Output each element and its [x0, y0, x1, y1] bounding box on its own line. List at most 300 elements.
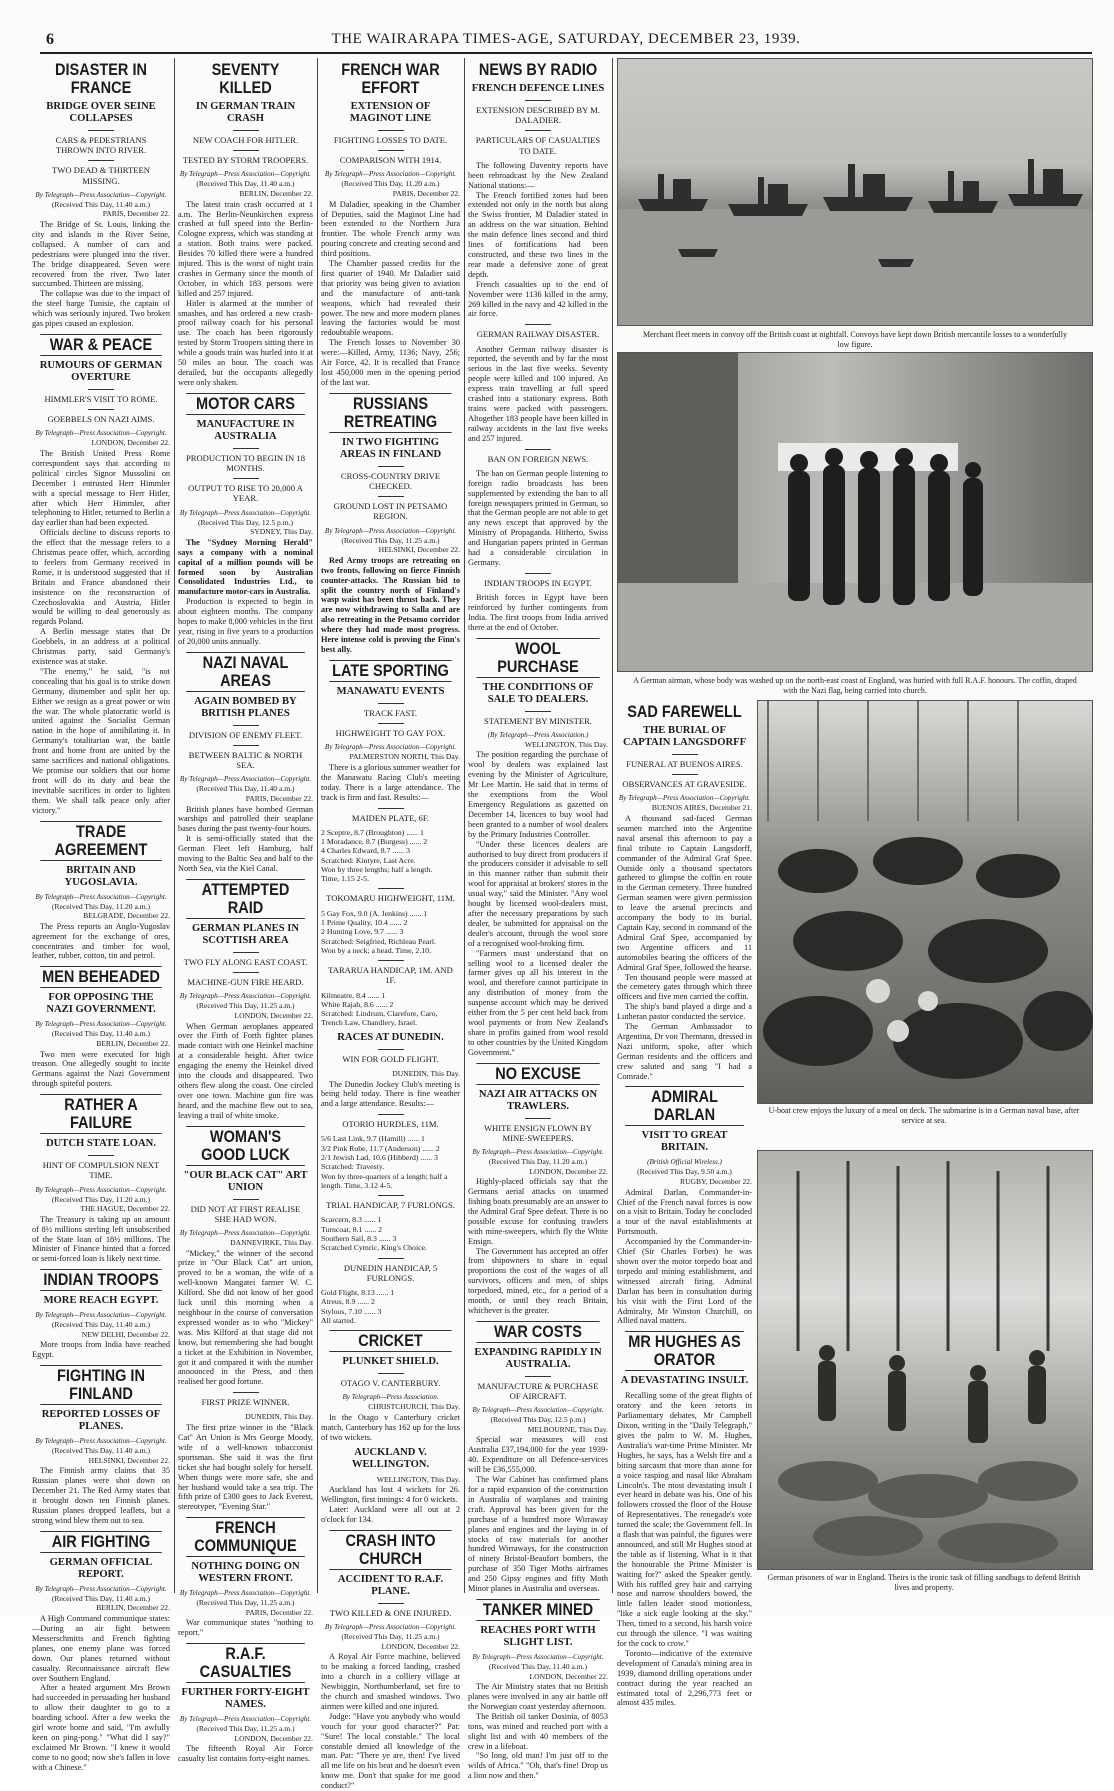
column-1: [32, 58, 170, 1772]
deck: TWO FLY ALONG EAST COAST.: [182, 952, 309, 967]
body-text: Production is expected to begin in about eighteen months. The company hopes to make 8,000 vehicles in the first year, rising in five years to a production of 20,000 units annually.: [178, 597, 313, 646]
body-text: The fifteenth Royal Air Force casualty list contains forty-eight names.: [178, 1744, 313, 1764]
received-line: (Received This Day, 11.25 a.m.): [341, 535, 440, 545]
subheading: FURTHER FORTY-EIGHT NAMES.: [181, 1687, 310, 1711]
column-rule: [317, 58, 318, 1593]
deck: TESTED BY STORM TROOPERS.: [182, 150, 309, 165]
body-text: When German aeroplanes appeared over the Firth of Forth fighter planes made contact with one Heinkel machine at a considerable height. After twice engaging the enemy the Heinkel dived into the clouds and disappeared. Two others flew along the coast. One circled over one town. Machine gun fire was heard, and the machine flew out to sea, leaving a trail of white smoke.: [178, 1021, 313, 1120]
deck: HIGHWEIGHT TO GAY FOX.: [325, 723, 456, 738]
article-war-costs: [468, 1321, 608, 1594]
result-line: Time, 1.15 2-5.: [321, 874, 370, 884]
body-text: The ban on German people listening to foreign radio broadcasts has been supplemented by extending the ban to all foreign newspapers printed in German, so that the German people are not able to get any news except that approved by the Ministry of Propaganda. Hitherto, Swiss and Hungarian papers printed in German had a considerable circulation in Germany.: [468, 468, 608, 567]
column-rule: [612, 58, 613, 1593]
column-5-text: [617, 700, 752, 1708]
subheading: REPORTED LOSSES OF PLANES.: [41, 1409, 161, 1433]
subheading: GERMAN PLANES IN SCOTTISH AREA: [191, 922, 300, 946]
article-trade-agreement: [32, 821, 170, 962]
result-line: Scratched: Lindrum, Clarefore, Caro, Trench Law, Chandlery, Israel.: [321, 1009, 438, 1028]
body-text: The French losses to November 30 were:—Killed, Army, 1136; Navy, 256; Air Force, 42. It is recalled that France lost 450,000 men in the opening period of the last war.: [321, 338, 460, 387]
body-text: The Dunedin Jockey Club's meeting is being held today. There is fine weather and a large attendance. Results:—: [321, 1079, 460, 1109]
deck: GOEBBELS ON NAZI AIMS.: [36, 409, 166, 424]
headline: ATTEMPTED RAID: [186, 879, 305, 919]
body-text: The position regarding the purchase of wool by dealers was explained last evening by the Minister of Agriculture, Mr Lee Martin. He said that in terms of the exemptions from the Wool Emergency Regulations as gazetted on December 14, licences to buy wool had been granted to a number of wool dealers by the Primary Industries Controller.: [468, 750, 608, 839]
subheading: FRENCH DEFENCE LINES: [471, 83, 605, 94]
article-admiral-darlan: [617, 1086, 752, 1326]
credit-line: By Telegraph—Press Association—Copyright.: [35, 190, 167, 199]
result-line: Won by three-quarters of a length; half a length. Time, 3.12 4-5.: [321, 1171, 448, 1190]
subheading: RACES AT DUNEDIN.: [337, 1031, 444, 1043]
received-line: (Received This Day, 9.50 a.m.): [637, 1167, 732, 1177]
result-line: Scratched: Travesty.: [321, 1162, 385, 1172]
deck: FUNERAL AT BUENOS AIRES.: [621, 754, 748, 769]
result-line: Turncoat, 8.1 ...... 2: [321, 1224, 383, 1234]
body-text: The Chamber passed credits for the first quarter of 1940. Mr Daladier said that priority was being given to aviation and the manufacture of anti-tank weapons, which had revealed their power. The new and more modern planes leaving the factories would be most redoubtable weapons.: [321, 259, 460, 338]
body-text: The Press reports an Anglo-Yugoslav agreement for the exchange of ores, concentrates and timber for wool, leather, rubber, cotton, tin and petrol.: [32, 921, 170, 961]
body-text: "Farmers must understand that on selling wool to a licensed dealer the farmer gives up all his interest in the wool, and therefore cannot participate in any distribution of money from the suspense account which may be derived either from the 5 per cent held back from wool payments or from New Zealand's share in profits gained from wool resold to other countries by the United Kingdom Government.": [468, 948, 608, 1057]
credit-line: By Telegraph—Press Association—Copyright.: [35, 429, 167, 438]
result-line: 2 Hunting Love, 9.7 ...... 3: [321, 927, 404, 937]
credit-line: By Telegraph—Press Association—Copyright.: [618, 794, 751, 803]
headline: TANKER MINED: [476, 1599, 599, 1621]
result-line: Atreus, 8.9 ...... 2: [321, 1297, 375, 1307]
race-results: [321, 1215, 460, 1252]
headline: AIR FIGHTING: [40, 1531, 161, 1553]
body-text: The Government has accepted an offer from shipowners to share in equal proportions the cost of the wages of all survivors, officers and men, of ships torpedoed, mined, etc., for a period of a month, or until they reach Britain, whichever is the greater.: [468, 1246, 608, 1315]
dateline: DUNEDIN, This Day.: [392, 1068, 460, 1078]
deck: BAN ON FOREIGN NEWS.: [472, 449, 604, 464]
deck: OTAGO V. CANTERBURY.: [325, 1373, 456, 1388]
subheading: ACCIDENT TO R.A.F. PLANE.: [337, 1573, 444, 1597]
deck: CARS & PEDESTRIANS THROWN INTO RIVER.: [36, 130, 166, 155]
body-text: A thousand sad-faced German seamen marched into the Argentine naval arsenal this afternoon to pay a final tribute to Captain Langsdorff, commander of the Admiral Graf Spee. Outside only a thousand spectators gathered to glimpse the coffin en route to the German cemetery. Three hundred German seamen were given permission to leave the arsenal precincts and accompany the body to its burial. Captain Kay, second in command of the Admiral Graf Spee, accompanied by two Argentine officers and 11 automobiles bearing the officers of the Admiral Graf Spee, followed the hearse.: [617, 814, 752, 972]
subheading: RUMOURS OF GERMAN OVERTURE: [39, 359, 163, 383]
article-seventy-killed: [178, 61, 313, 388]
prisoners-sandbags-image: [758, 1151, 1092, 1569]
article-tanker-mined: [468, 1599, 608, 1781]
photo-caption: A German airman, whose body was washed up on the north-east coast of England, was buried with full R.A.F. honours. The coffin, draped with the Nazi flag, being carried into church.: [633, 676, 1077, 695]
dateline: PARIS, December 22.: [245, 793, 313, 803]
deck: FIRST PRIZE WINNER.: [182, 1392, 309, 1407]
body-text: "The enemy," he said, "is not concealing that his goal is to strike down Germany, dismember and split her up. Either we resign as a great power or win the war. The whole platocratic world is united against the Socialist German nation in the hope of annihilating it. In Germany's totalitarian war, the battle front and home front are united by the same sacrifices and national obligations. We promise our soldiers that our home front will do its duty and bear the inevitable sacrifices in order to lighten them. We shall talk peace only after victory.": [32, 666, 170, 815]
body-text: The Finnish army claims that 35 Russian planes were shot down on December 21. The Red Army states that it brought down ten Finnish planes. Russian planes dropped leaflets, but a strong wind blew them out to sea.: [32, 1466, 170, 1525]
subheading: REACHES PORT WITH SLIGHT LIST.: [480, 1624, 596, 1648]
dateline: PARIS, December 22.: [245, 1607, 313, 1617]
credit-line: By Telegraph—Press Association—Copyright.: [324, 526, 457, 535]
article-disaster: [32, 61, 170, 329]
deck: TWO DEAD & THIRTEEN MISSING.: [36, 160, 166, 185]
body-text: The British oil tanker Dosinia, of 8053 tons, was mined and reached port with a slight list and with 40 members of the crew in a lifeboat.: [468, 1711, 608, 1751]
body-text: The ship's band played a dirge and a Lutheran pastor conducted the service.: [617, 1002, 752, 1022]
result-line: 2/1 Jewish Lad, 10.6 (Hibberd) ...... 3: [321, 1153, 438, 1163]
result-line: 1 Prime Quality, 10.4 ...... 2: [321, 917, 408, 927]
result-line: Stylous, 7.10 ...... 3: [321, 1306, 382, 1316]
subheading: FOR OPPOSING THE NAZI GOVERNMENT.: [46, 992, 156, 1016]
deck: COMPARISON WITH 1914.: [325, 150, 456, 165]
headline: FRENCH COMMUNIQUE: [186, 1517, 305, 1557]
race-title: DUNEDIN HANDICAP, 5 FURLONGS.: [325, 1258, 456, 1283]
body-text: The "Sydney Morning Herald" says a company with a nominal capital of a million pounds will be formed soon by Australian Consolidated Industries Ltd., to manufacture motor-cars in Australia.: [178, 537, 313, 597]
dateline: BUENOS AIRES, December 21.: [651, 803, 752, 813]
received-line: (Received This Day, 11.40 a.m.): [51, 1446, 151, 1456]
body-text: The collapse was due to the impact of the steel barge Tunisie, the captain of which was seriously injured. Two broken gas pipes caused an explosion.: [32, 289, 170, 329]
dateline: LONDON, December 22.: [381, 1641, 460, 1651]
article-fighting-in-finland: [32, 1365, 170, 1526]
credit-line: By Telegraph—Press Association—Copyright.: [179, 775, 312, 784]
subheading: BRITAIN AND YUGOSLAVIA.: [64, 864, 138, 888]
deck: GROUND LOST IN PETSAMO REGION.: [325, 496, 456, 521]
dateline: MELBOURNE, This Day.: [527, 1424, 608, 1434]
column-2: [178, 58, 313, 1764]
article-nazi-naval-areas: [178, 652, 313, 874]
credit-line: (By Telegraph—Press Association.): [487, 730, 589, 739]
received-line: (Received This Day, 11.40 a.m.): [196, 179, 295, 189]
credit-line: By Telegraph—Press Association—Copyright.: [179, 1589, 312, 1598]
race-results: [321, 1288, 460, 1325]
headline: NEWS BY RADIO: [478, 61, 598, 79]
article-cricket: [321, 1330, 460, 1525]
subheading: A DEVASTATING INSULT.: [620, 1375, 749, 1387]
article-men-beheaded: [32, 966, 170, 1089]
body-text: The following Daventry reports have been rebroadcast by the New Zealand National stations:—: [468, 160, 608, 190]
article-air-fighting: [32, 1531, 170, 1773]
photo-caption: Merchant fleet meets in convoy off the British coast at nightfall. Convoys have kept down British mercantile losses to a wonderfully low figure.: [643, 330, 1067, 349]
received-line: (Received This Day, 11.40 a.m.): [196, 784, 295, 794]
column-rule: [174, 58, 175, 1593]
credit-line: By Telegraph—Press Association—Copyright.: [179, 1228, 312, 1237]
result-line: 1 Moradance, 8.7 (Burgess) ...... 2: [321, 837, 428, 846]
credit-line: By Telegraph—Press Association—Copyright.: [472, 1147, 604, 1156]
article-no-excuse: [468, 1063, 608, 1316]
headline: TRADE AGREEMENT: [40, 821, 161, 861]
received-line: (Received This Day, 11.25 a.m.): [196, 1724, 295, 1734]
body-text: The French fortified zones had been extended not only in the north but along the Swiss frontier, M Daladier stated in an address on the war situation. Behind the main defence lines second and third lines of fortifications had been constructed, and these two lines in the rear made a defensive zone of great depth.: [468, 190, 608, 279]
deck: PRODUCTION TO BEGIN IN 18 MONTHS.: [182, 448, 309, 473]
body-text: Later: Auckland were all out at 2 o'clock for 134.: [321, 1505, 460, 1525]
deck: STATEMENT BY MINISTER.: [472, 711, 604, 726]
race-results: [321, 1134, 460, 1190]
deck: FIGHTING LOSSES TO DATE.: [325, 130, 456, 145]
body-text: More troops from India have reached Egypt.: [32, 1340, 170, 1360]
received-line: (Received This Day, 11.40 a.m.): [51, 1029, 151, 1039]
headline: SEVENTY KILLED: [211, 61, 280, 97]
deck: HIMMLER'S VISIT TO ROME.: [36, 389, 166, 404]
body-text: Toronto—indicative of the extensive development of Canada's mining area in 1939, diamond drilling operations under contract during the year reached an estimated total of 2,296,773 feet or almost 435 miles.: [617, 1648, 752, 1708]
article-indian-troops: [32, 1269, 170, 1360]
headline: FRENCH WAR EFFORT: [341, 61, 440, 97]
dateline: BELGRADE, December 22.: [83, 911, 170, 921]
dateline: SYDNEY, This Day.: [250, 527, 313, 537]
credit-line: (British Official Wireless.): [647, 1158, 722, 1167]
article-french-communique: [178, 1517, 313, 1638]
subheading: NOTHING DOING ON WESTERN FRONT.: [191, 1561, 300, 1585]
result-line: Scratched: Kintyre, Last Acre.: [321, 855, 416, 865]
subheading: MANUFACTURE IN AUSTRALIA: [196, 418, 295, 442]
deck: TRACK FAST.: [325, 703, 456, 718]
body-text: Officials decline to discuss reports to the effect that the message refers to a Christmas peace offer, which, according to feelers from Germany received in Rome, it is understood suggested that if Britain and France abandoned their insistence on the reconstruction of Czechoslovakia and Austria, Hitler would be willing to deal generously as regards Poland.: [32, 528, 170, 627]
received-line: (Received This Day, 11.25 a.m.): [341, 1632, 440, 1642]
article-news-by-radio: [468, 61, 608, 633]
prisoners-photo: [757, 1150, 1093, 1570]
credit-line: By Telegraph—Press Association—Copyright.: [35, 1020, 167, 1029]
dateline: WELLINGTON, This Day.: [524, 739, 608, 749]
headline: MOTOR CARS: [186, 393, 305, 415]
column-rule: [464, 58, 465, 1593]
subheading: "OUR BLACK CAT" ART UNION: [183, 1169, 308, 1193]
body-text: After a heated argument Mrs Brown had succeeded in persuading her husband to allow their daughter to go to a boarding school. After a few weeks the girl wrote home and said, "I'm awfully keen on ping-pong." "What did I say?" exclaimed Mr Brown. "I knew it would come to no good; now she's fallen in love with a Chinese.": [32, 1683, 170, 1772]
body-text: British planes have bombed German warships and patrolled their seaplane bases during the past twenty-four hours.: [178, 804, 313, 834]
column-3: [321, 58, 460, 1791]
body-text: "So long, old man! I'm just off to the wilds of Africa." "Oh, that's fine! Drop us a lion now and then.": [468, 1751, 608, 1781]
received-line: (Received This Day, 11.25 a.m.): [196, 1598, 295, 1608]
received-line: (Received This Day, 11.40 a.m.): [51, 1320, 151, 1330]
article-russians-retreating: [321, 393, 460, 655]
convoy-photo: [617, 58, 1093, 326]
dateline: LONDON, December 22.: [234, 1733, 313, 1743]
body-text: Auckland has lost 4 wickets for 26. Wellington, first innings: 4 for 0 wickets.: [321, 1485, 460, 1505]
dateline: HELSINKI, December 22.: [88, 1455, 170, 1465]
dateline: PARIS, December 22.: [102, 209, 170, 219]
received-line: (Received This Day, 11.40 a.m.): [488, 1661, 588, 1671]
deck: MACHINE-GUN FIRE HEARD.: [182, 972, 309, 987]
result-line: Kilmeatre, 8.4 ...... 1: [321, 990, 386, 1000]
column-4: [468, 58, 608, 1781]
body-text: "Under these licences dealers are authorised to buy direct from producers if the producers consider it advisable to sell in this manner rather than submit their wool for appraisal at brokers' stores in the usual way," said the Minister. "Any wool bought by licensed wool-dealers must, after the necessary preparations by such dealer, be submitted for appraisal on the dealer's account, through the wool store of a recognised wool-broking firm.: [468, 839, 608, 948]
headline: MR HUGHES AS ORATOR: [625, 1331, 744, 1371]
subheading: EXTENSION OF MAGINOT LINE: [349, 101, 432, 124]
result-line: 5 Gay Fox, 9.0 (A. Jenkins) ...... 1: [321, 908, 428, 918]
body-text: Red Army troops are retreating on two fronts, following on fierce Finnish counter-attacks. The Russian bid to split the country north of Finland's wasp waist has been thrust back. They are now withdrawing to Salla and are also retreating in the Petsamo corridor where they had made most progress. Here intense cold is proving the Finn's best ally.: [321, 555, 460, 654]
headline: LATE SPORTING: [329, 660, 451, 682]
body-text: A High Command communique states:—During an air fight between Messerschmitts and French fighting planes, one enemy plane was forced down. Our planes returned without casualty. Reconnaissance aircraft flew over Southern England.: [32, 1614, 170, 1683]
race-title: OTORIO HURDLES, 11M.: [325, 1114, 456, 1129]
dateline: LONDON, December 22.: [234, 1010, 313, 1020]
article-raf-casualties: [178, 1643, 313, 1764]
body-text: In the Otago v Canterbury cricket match, Canterbury has 162 up for the loss of two wickets.: [321, 1413, 460, 1442]
result-line: 2 Sceptre, 8.7 (Broughton) ...... 1: [321, 827, 424, 837]
race-results: [321, 991, 460, 1028]
received-line: (Received This Day, 11.20 a.m.): [51, 901, 151, 911]
body-text: British forces in Egypt have been reinforced by further contingents from India. The first troops from India arrived there at the end of October.: [468, 593, 608, 632]
dateline: CHRISTCHURCH, This Day.: [368, 1402, 460, 1412]
subheading: THE BURIAL OF CAPTAIN LANGSDORFF: [622, 725, 747, 748]
headline: FIGHTING IN FINLAND: [40, 1365, 161, 1405]
article-late-sporting: [321, 660, 460, 1325]
dateline: BERLIN, December 22.: [239, 189, 313, 198]
body-text: Another German railway disaster is reported, the seventh and by far the most serious in the last five weeks. Seventy people were killed and 100 injured. An express train travelling at full speed crashed into a stationary express. Both trains were packed with passengers. Altogether 183 people have been killed in railway accidents in the last five weeks and 257 injured.: [468, 344, 608, 443]
body-text: Special war measures will cost Australia £37,194,000 for the year 1939-40. Expenditure on all Defence-services will be £36,555,000.: [468, 1435, 608, 1475]
credit-line: By Telegraph—Press Association—Copyright.: [35, 1584, 167, 1593]
subheading: PLUNKET SHIELD.: [342, 1356, 439, 1368]
body-text: The Bridge of St. Louis, linking the city and islands in the River Seine, collapsed. A number of cars and pedestrians were plunged into the river. The bridge disappeared. Seven were recovered from the river. Two later succumbed. Thirteen are missing.: [32, 220, 170, 289]
race-results: [321, 909, 460, 955]
credit-line: By Telegraph—Press Association—Copyright.: [179, 1715, 312, 1724]
uboat-crew-image: [758, 701, 1092, 1103]
race-title: TARARUA HANDICAP, 1M. AND 1F.: [325, 960, 456, 985]
masthead: [40, 31, 1092, 49]
received-line: (Received This Day, 11.20 a.m.): [341, 179, 440, 189]
credit-line: By Telegraph—Press Association—Copyright.: [472, 1406, 604, 1415]
received-line: (Received This Day, 11.40 a.m.): [51, 199, 151, 209]
headline: R.A.F. CASUALTIES: [186, 1643, 305, 1683]
result-line: 5/6 Last Link, 9.7 (Hamill) ...... 1: [321, 1134, 425, 1144]
deck: BETWEEN BALTIC & NORTH SEA.: [182, 745, 309, 770]
subheading: EXPANDING RAPIDLY IN AUSTRALIA.: [474, 1346, 602, 1370]
deck: HINT OF COMPULSION NEXT TIME.: [36, 1155, 166, 1180]
received-line: (Received This Day, 11.25 a.m.): [196, 1001, 295, 1011]
body-text: M Daladier, speaking in the Chamber of Deputies, said the Maginot Line had been extended to the Northern Jura frontier. The whole French army was pouring concrete and creating second and third positions.: [321, 199, 460, 259]
race-title: MAIDEN PLATE, 6F.: [325, 808, 456, 823]
body-text: Ten thousand people were massed at the cemetery gates through which three officers and five men carried the coffin.: [617, 972, 752, 1002]
photo-caption: German prisoners of war in England. Theirs is the ironic task of filling sandbags to defend British lives and property.: [767, 1573, 1081, 1592]
headline: WAR & PEACE: [40, 334, 161, 356]
race-title: TOKOMARU HIGHWEIGHT, 11M.: [325, 888, 456, 903]
deck: DIVISION OF ENEMY FLEET.: [182, 725, 309, 740]
dateline: PALMERSTON NORTH, This Day.: [349, 752, 460, 762]
body-text: Hitler is alarmed at the number of smashes, and has ordered a new crash-proof railway coach for his personal use. The coach has been rigorously tested by Storm Troopers sitting there in while a goods train was hurled into it at 50 miles an hour. The coach was derailed, but the occupants allegedly were only shaken.: [178, 298, 313, 387]
deck: CROSS-COUNTRY DRIVE CHECKED.: [325, 466, 456, 491]
dateline: WELLINGTON, This Day.: [376, 1474, 460, 1484]
article-mr-hughes: [617, 1331, 752, 1708]
credit-line: By Telegraph—Press Association.: [342, 1393, 439, 1402]
headline: INDIAN TROOPS: [40, 1269, 161, 1291]
received-line: (Received This Day, 11.20 a.m.): [51, 1194, 151, 1204]
race-results: [321, 828, 460, 884]
article-rather-a-failure: [32, 1094, 170, 1264]
body-text: It is semi-officially stated that the German Fleet left Hamburg, half moving to the Baltic Sea and half to the North Sea, via the Kiel Canal.: [178, 834, 313, 874]
credit-line: By Telegraph—Press Association—Copyright.: [35, 1311, 167, 1320]
subheading: IN TWO FIGHTING AREAS IN FINLAND: [339, 436, 442, 460]
headline: MEN BEHEADED: [42, 968, 160, 987]
result-line: Southern Sail, 8.3 ...... 3: [321, 1234, 397, 1244]
body-text: The German Ambassador to Argentina, Dr von Thermann, dressed in Nazi uniform, spoke, after which German residents and the officers and crew saluted and sang "I had a Comrade.": [617, 1022, 752, 1081]
deck: WHITE ENSIGN FLOWN BY MINE-SWEEPERS.: [472, 1118, 604, 1143]
dateline: LONDON, December 22.: [529, 1166, 608, 1176]
body-text: Two men were executed for high treason. One allegedly sought to incite Germans against the Nazi Government through spiteful posters.: [32, 1049, 170, 1089]
received-line: (Received This Day, 12.5 p.m.): [490, 1415, 586, 1425]
headline: RATHER A FAILURE: [40, 1094, 161, 1134]
body-text: The British United Press Rome correspondent says that according to political circles Signor Mussolini on December 1 entrusted Herr Himmler with a special message to Herr Hitler, after which Herr Himmler, after telephoning to Hitler, returned to Berlin a day earlier than had been expected.: [32, 448, 170, 528]
article-sad-farewell: [617, 703, 752, 1081]
headline: ADMIRAL DARLAN: [625, 1086, 744, 1126]
body-text: The first prize winner in the "Black Cat" Art Union is Mrs George Moody, wife of a well-known tobacconist sportsman. She said it was the first ticket she had bought solely for herself. When things were more safe, she and her husband would take a sea trip. The fifth prize of £300 goes to Jack Everest, stereotyper, "Evening Star.": [178, 1423, 313, 1512]
subheading: DUTCH STATE LOAN.: [46, 1138, 156, 1150]
body-text: A Berlin message states that Dr Goebbels, in an address at a political Christmas party, said Germany's existence was at stake.: [32, 627, 170, 666]
result-line: Won by three lengths; half a length.: [321, 864, 433, 874]
article-wool-purchase: [468, 638, 608, 1058]
result-line: 3/2 Pink Robe, 11.7 (Anderson) ...... 2: [321, 1143, 440, 1153]
headline: WOMAN'S GOOD LUCK: [186, 1126, 305, 1166]
dateline: LONDON, December 22.: [91, 438, 170, 448]
subheading: THE CONDITIONS OF SALE TO DEALERS.: [482, 681, 594, 705]
subheading: MANAWATU EVENTS: [336, 685, 445, 697]
deck: INDIAN TROOPS IN EGYPT.: [472, 573, 604, 588]
credit-line: By Telegraph—Press Association—Copyright.: [179, 992, 312, 1001]
credit-line: By Telegraph—Press Association—Copyright.: [179, 508, 312, 517]
race-title: TRIAL HANDICAP, 7 FURLONGS.: [325, 1195, 456, 1210]
headline: DISASTER IN FRANCE: [55, 61, 147, 97]
result-line: All started.: [321, 1315, 356, 1325]
credit-line: By Telegraph—Press Association—Copyright.: [324, 743, 457, 752]
body-text: The Air Ministry states that no British planes were involved in any air battle off the Norwegian coast yesterday afternoon.: [468, 1682, 608, 1711]
page-number: 6: [46, 31, 54, 48]
article-crash-into-church: [321, 1530, 460, 1791]
result-line: Scratched: Seigfried, Richleau Pearl.: [321, 936, 436, 946]
headline: NAZI NAVAL AREAS: [186, 652, 305, 692]
body-text: A Royal Air Force machine, believed to be making a forced landing, crashed into a church in a colliery village at Newbiggin, Northumberland, set fire to the church and smashed windows. Two airmen were killed and one injured.: [321, 1652, 460, 1711]
subheading: MORE REACH EGYPT.: [43, 1295, 159, 1307]
body-text: French casualties up to the end of November were 1136 killed in the army, 269 killed in the navy and 42 killed in the air force.: [468, 279, 608, 319]
deck: OBSERVANCES AT GRAVESIDE.: [621, 774, 748, 789]
result-line: Scarcern, 8.3 ...... 1: [321, 1215, 382, 1225]
dateline: PARIS, December 22.: [392, 189, 460, 198]
result-line: Scratched Cymric, King's Choice.: [321, 1243, 427, 1253]
body-text: The Treasury is taking up an amount of 8½ millions sterling left unsubscribed of the State loan of 18½ millions. The Minister of Finance hinted that a forced or semi-forced loan is likely next time.: [32, 1214, 170, 1264]
dateline: BERLIN, December 22.: [96, 1038, 170, 1048]
body-text: There is a glorious summer weather for the Manawatu Racing Club's meeting today. There is a large attendance. The track is firm and fast. Results:—: [321, 762, 460, 802]
deck: MANUFACTURE & PURCHASE OF AIRCRAFT.: [472, 1376, 604, 1401]
credit-line: By Telegraph—Press Association—Copyright.: [35, 892, 167, 901]
article-motor-cars: [178, 393, 313, 647]
headline: NO EXCUSE: [476, 1063, 599, 1085]
subheading: GERMAN OFFICIAL REPORT.: [49, 1556, 153, 1580]
article-war-peace: [32, 334, 170, 816]
body-text: Highly-placed officials say that the Germans aerial attacks on unarmed fishing boats presumably are an answer to the Admiral Graf Spee defeat. There is no possible excuse for confusing trawlers with mine-sweepers, which fly the White Ensign.: [468, 1177, 608, 1246]
article-attempted-raid: [178, 879, 313, 1121]
deck: TWO KILLED & ONE INJURED.: [325, 1603, 456, 1618]
body-text: The latest train crash occurred at 1 a.m. The Berlin-Neunkirchen express crashed at full speed into the Berlin-Cologne express, which was standing at a station. Both trains were packed. Besides 70 killed there were a hundred injured. This is the worst of night train crashes in Germany since the month of October, in which 183 persons were killed and 257 injured.: [178, 199, 313, 298]
headline: SAD FAREWELL: [627, 703, 742, 721]
headline: CRICKET: [329, 1330, 451, 1352]
credit-line: By Telegraph—Press Association—Copyright.: [35, 1437, 167, 1446]
body-text: Judge: "Have you anybody who would vouch for your good character?" Pat: "Sure! The local constable." The local constable denied all knowledge of the man. Pat: "There ye are, then! I've lived all me life on his beat and he doesn't even know me. Don't that spake for me good conduct?": [321, 1711, 460, 1791]
credit-line: By Telegraph—Press Association—Copyright.: [35, 1185, 167, 1194]
airman-funeral-image: [618, 353, 1092, 671]
subheading: VISIT TO GREAT BRITAIN.: [641, 1130, 728, 1154]
deck: GERMAN RAILWAY DISASTER.: [472, 324, 604, 339]
subheading: IN GERMAN TRAIN CRASH: [195, 101, 296, 124]
body-text: "Mickey," the winner of the second prize in "Our Black Cat" art union, proved to be a woman, the wife of a well-known Mangatei farmer W. C. Kilford. She did not know of her good luck until this morning when a neighbour in the course of conversation expressed wonder as to who "Mickey" was. Mrs Kilford at that stage did not know, but remembering she had bought a ticket at the Exhibition in November, got it and compared it with the number announced in the Press, and then realised her good fortune.: [178, 1248, 313, 1387]
dateline: DUNEDIN, This Day.: [245, 1412, 313, 1422]
masthead-rule: [40, 52, 1092, 54]
masthead-title: THE WAIRARAPA TIMES-AGE, SATURDAY, DECEMBER 23, 1939.: [331, 31, 801, 47]
headline: CRASH INTO CHURCH: [329, 1530, 451, 1570]
body-text: War communique states "nothing to report.": [178, 1618, 313, 1638]
credit-line: By Telegraph—Press Association—Copyright.: [179, 170, 312, 179]
deck: EXTENSION DESCRIBED BY M. DALADIER.: [472, 100, 604, 125]
funeral-photo: [617, 352, 1093, 672]
dateline: THE HAGUE, December 22.: [80, 1204, 170, 1214]
credit-line: By Telegraph—Press Association—Copyright.: [472, 1652, 604, 1661]
result-line: 4 Charles Edward, 8.7 ...... 3: [321, 846, 410, 856]
body-text: Accompanied by the Commander-in-Chief (Sir Charles Forbes) he was shown over the motor torpedo boat and torpedo and mining establishment, and witnessed aircraft firing. Admiral Darlan has been in consultation during his visit with the First Lord of the Admiralty, Mr Winston Churchill, on Allied naval matters.: [617, 1237, 752, 1326]
subheading: BRIDGE OVER SEINE COLLAPSES: [46, 101, 156, 124]
dateline: NEW DELHI, December 22.: [81, 1329, 170, 1339]
deck: OUTPUT TO RISE TO 20,000 A YEAR.: [182, 478, 309, 503]
subheading: AGAIN BOMBED BY BRITISH PLANES: [194, 695, 297, 719]
headline: WOOL PURCHASE: [476, 638, 599, 678]
photo-caption: U-boat crew enjoys the luxury of a meal on deck. The submarine is in a German naval base, after service at sea.: [768, 1106, 1080, 1125]
deck: NEW COACH FOR HITLER.: [182, 130, 309, 145]
credit-line: By Telegraph—Press Association—Copyright.: [324, 1623, 457, 1632]
dateline: HELSINKI, December 22.: [378, 545, 460, 555]
headline: RUSSIANS RETREATING: [329, 393, 451, 433]
headline: WAR COSTS: [476, 1321, 599, 1343]
credit-line: By Telegraph—Press Association—Copyright.: [324, 170, 457, 179]
received-line: (Received This Day, 11.20 a.m.): [488, 1156, 588, 1166]
result-line: Won by a neck; a head. Time, 2.10.: [321, 945, 432, 955]
article-french-war-effort: [321, 61, 460, 388]
dateline: DANNEVIRKE, This Day.: [230, 1237, 313, 1247]
